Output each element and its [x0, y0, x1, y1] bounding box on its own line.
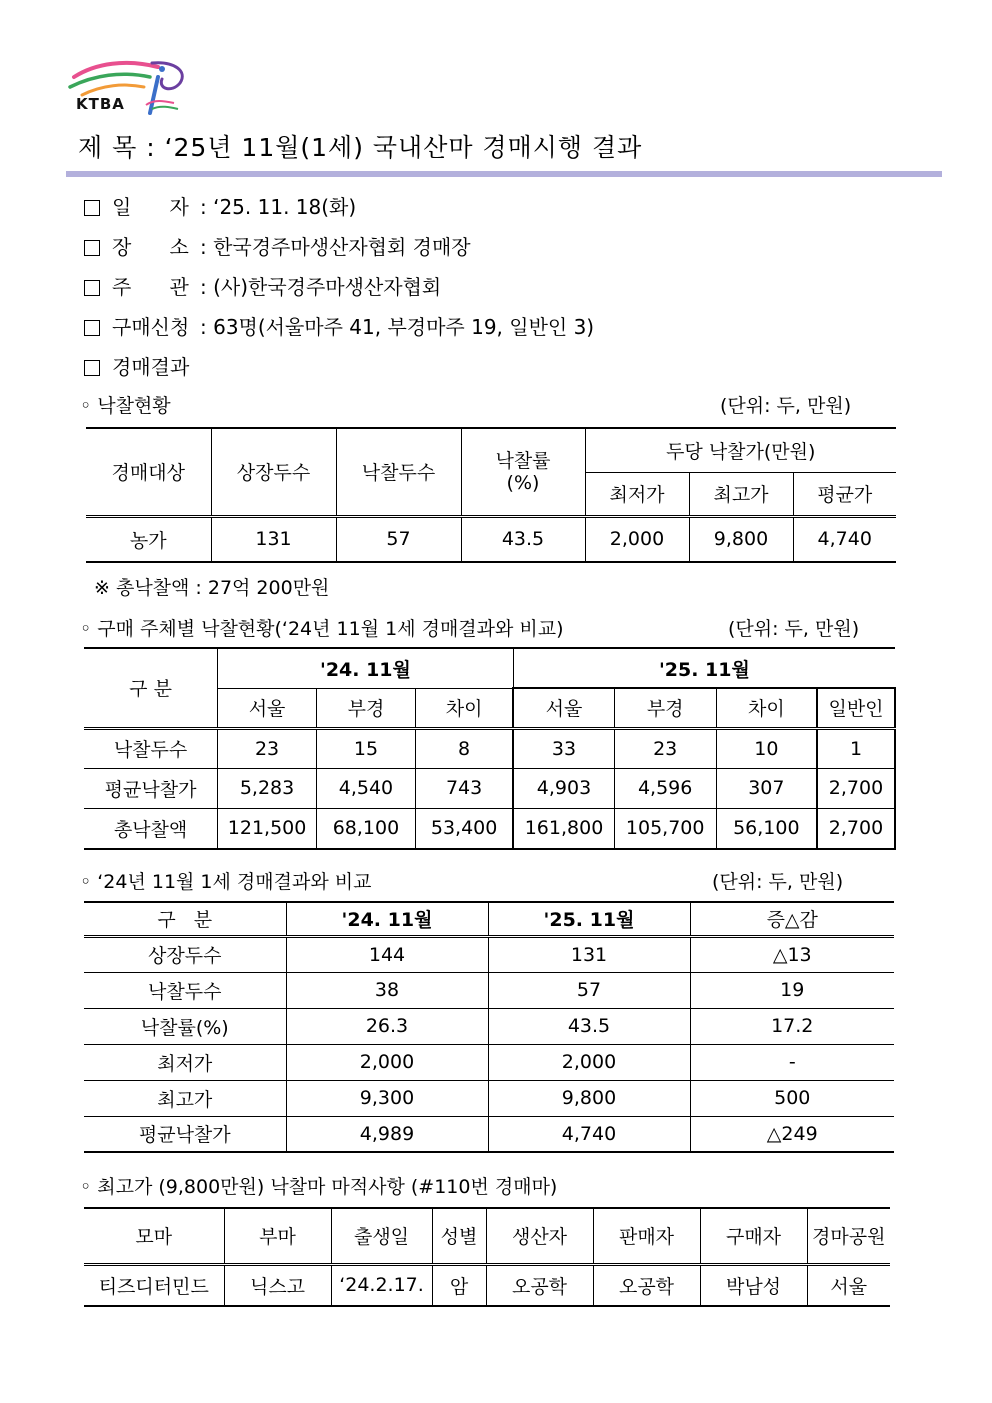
row-label: 최저가 — [84, 1044, 286, 1080]
table-cell: 500 — [690, 1080, 894, 1116]
table-cell: 오공학 — [593, 1264, 700, 1306]
info-value: : ‘25. 11. 18(화) — [200, 195, 357, 219]
table-cell: 43.5 — [488, 1008, 690, 1044]
row-label: 낙찰두수 — [84, 728, 218, 768]
table-cell: 131 — [211, 516, 336, 562]
col-header: 부마 — [224, 1208, 331, 1264]
checkbox-square-icon — [84, 280, 100, 296]
table-cell: 9,800 — [689, 516, 793, 562]
table-cell: 144 — [286, 936, 488, 972]
col-header: '25. 11월 — [488, 902, 690, 936]
table-cell: 17.2 — [690, 1008, 894, 1044]
col-header: '24. 11월 — [286, 902, 488, 936]
col-header: 모마 — [84, 1208, 224, 1264]
page-title: 제 목 : ‘25년 11월(1세) 국내산마 경매시행 결과 — [78, 133, 643, 162]
col-header: 차이 — [716, 688, 817, 728]
corner-label: 구 분 — [84, 648, 218, 728]
table-cell: 서울 — [807, 1264, 890, 1306]
info-host — [84, 271, 441, 300]
col-header: 일반인 — [817, 688, 895, 728]
table-cell: 닉스고 — [224, 1264, 331, 1306]
table-cell: 1 — [817, 728, 895, 768]
checkbox-square-icon — [84, 200, 100, 216]
info-value: : 63명(서울마주 41, 부경마주 19, 일반인 3) — [200, 315, 595, 339]
header-max: 최고가 — [689, 472, 793, 516]
auction-summary-table — [86, 427, 896, 563]
col-header: 경마공원 — [807, 1208, 890, 1264]
table-cell: 307 — [716, 768, 817, 808]
section4-heading: ◦ 최고가 (9,800만원) 낙찰마 마적사항 (#110번 경매마) — [80, 1176, 558, 1198]
table-cell: 23 — [218, 728, 317, 768]
table-cell: - — [690, 1044, 894, 1080]
checkbox-square-icon — [84, 320, 100, 336]
row-label: 최고가 — [84, 1080, 286, 1116]
section2-unit: (단위: 두, 만원) — [728, 618, 860, 640]
top-horse-details-table — [84, 1207, 890, 1307]
table-cell: 15 — [317, 728, 416, 768]
table-cell: 오공학 — [486, 1264, 593, 1306]
buyer-comparison-table — [84, 647, 896, 850]
table-cell: 2,700 — [817, 808, 895, 849]
table-cell: △249 — [690, 1116, 894, 1152]
table-cell: △13 — [690, 936, 894, 972]
col-header: 구매자 — [700, 1208, 807, 1264]
table-cell: 2,000 — [585, 516, 689, 562]
section3-unit: (단위: 두, 만원) — [712, 871, 844, 893]
table-cell: 105,700 — [614, 808, 716, 849]
header-won: 낙찰두수 — [336, 428, 461, 516]
col-header: 서울 — [513, 688, 614, 728]
row-label: 상장두수 — [84, 936, 286, 972]
col-header: 증△감 — [690, 902, 894, 936]
checkbox-square-icon — [84, 360, 100, 376]
table-cell: 농가 — [86, 516, 211, 562]
section1-unit: (단위: 두, 만원) — [720, 395, 852, 417]
header-target: 경매대상 — [86, 428, 211, 516]
table-cell: 131 — [488, 936, 690, 972]
info-place — [84, 231, 471, 260]
table-cell: 23 — [614, 728, 716, 768]
row-label: 낙찰두수 — [84, 972, 286, 1008]
info-value: : 한국경주마생산자협회 경매장 — [200, 235, 471, 259]
table-cell: 2,000 — [286, 1044, 488, 1080]
table-cell: 26.3 — [286, 1008, 488, 1044]
col-header: 출생일 — [331, 1208, 432, 1264]
table-cell: 9,300 — [286, 1080, 488, 1116]
table-cell: 43.5 — [461, 516, 585, 562]
table-cell: 2,000 — [488, 1044, 690, 1080]
col-header: 판매자 — [593, 1208, 700, 1264]
table-cell: 38 — [286, 972, 488, 1008]
row-label: 낙찰률(%) — [84, 1008, 286, 1044]
table-cell: 57 — [336, 516, 461, 562]
yearly-comparison-table — [84, 901, 894, 1153]
table-cell: ‘24.2.17. — [331, 1264, 432, 1306]
info-value: : (사)한국경주마생산자협회 — [200, 275, 442, 299]
table-cell: 4,740 — [488, 1116, 690, 1152]
info-date — [84, 191, 356, 220]
header-rate-label: 낙찰률 — [495, 449, 551, 472]
col-header: 구 분 — [84, 902, 286, 936]
table-cell: 9,800 — [488, 1080, 690, 1116]
table-cell: 암 — [432, 1264, 486, 1306]
table-cell: 56,100 — [716, 808, 817, 849]
table-cell: 5,283 — [218, 768, 317, 808]
header-price-group: 두당 낙찰가(만원) — [585, 428, 896, 472]
section3-heading: ◦ ‘24년 11월 1세 경매결과와 비교 — [80, 871, 372, 893]
col-header: 성별 — [432, 1208, 486, 1264]
table-cell: 2,700 — [817, 768, 895, 808]
col-header: 부경 — [614, 688, 716, 728]
table-cell: 19 — [690, 972, 894, 1008]
table-cell: 4,596 — [614, 768, 716, 808]
info-label: 일 자 — [112, 195, 189, 219]
section2-heading: ◦ 구매 주체별 낙찰현황(‘24년 11월 1세 경매결과와 비교) — [80, 618, 564, 640]
table-cell: 10 — [716, 728, 817, 768]
section1-heading: ◦ 낙찰현황 — [80, 395, 171, 417]
table-cell: 4,903 — [513, 768, 614, 808]
header-min: 최저가 — [585, 472, 689, 516]
info-label: 구매신청 — [112, 315, 190, 339]
group-prev-year: '24. 11월 — [218, 648, 514, 688]
table-cell: 4,540 — [317, 768, 416, 808]
col-header: 생산자 — [486, 1208, 593, 1264]
header-avg: 평균가 — [793, 472, 896, 516]
table-cell: 4,740 — [793, 516, 896, 562]
table-cell: 33 — [513, 728, 614, 768]
header-rate-unit: (%) — [506, 471, 540, 494]
table-cell: 743 — [415, 768, 513, 808]
table-cell: 53,400 — [415, 808, 513, 849]
logo-text: KTBA — [76, 95, 125, 113]
info-applicants — [84, 311, 594, 340]
table-cell: 박남성 — [700, 1264, 807, 1306]
table-cell: 4,989 — [286, 1116, 488, 1152]
info-results — [84, 351, 200, 380]
table-cell: 티즈디터민드 — [84, 1264, 224, 1306]
header-rate — [461, 428, 585, 516]
row-label: 평균낙찰가 — [84, 768, 218, 808]
ktba-logo — [66, 55, 196, 117]
table-cell: 8 — [415, 728, 513, 768]
row-label: 평균낙찰가 — [84, 1116, 286, 1152]
group-curr-year: '25. 11월 — [513, 648, 895, 688]
table-cell: 68,100 — [317, 808, 416, 849]
title-divider — [66, 171, 942, 177]
row-label: 총낙찰액 — [84, 808, 218, 849]
info-label: 장 소 — [112, 235, 189, 259]
checkbox-square-icon — [84, 240, 100, 256]
info-label: 주 관 — [112, 275, 189, 299]
info-label: 경매결과 — [112, 355, 190, 379]
table-cell: 121,500 — [218, 808, 317, 849]
col-header: 부경 — [317, 688, 416, 728]
header-listed: 상장두수 — [211, 428, 336, 516]
table-cell: 57 — [488, 972, 690, 1008]
total-amount-note: ※ 총낙찰액 : 27억 200만원 — [94, 577, 330, 599]
col-header: 차이 — [415, 688, 513, 728]
col-header: 서울 — [218, 688, 317, 728]
table-cell: 161,800 — [513, 808, 614, 849]
